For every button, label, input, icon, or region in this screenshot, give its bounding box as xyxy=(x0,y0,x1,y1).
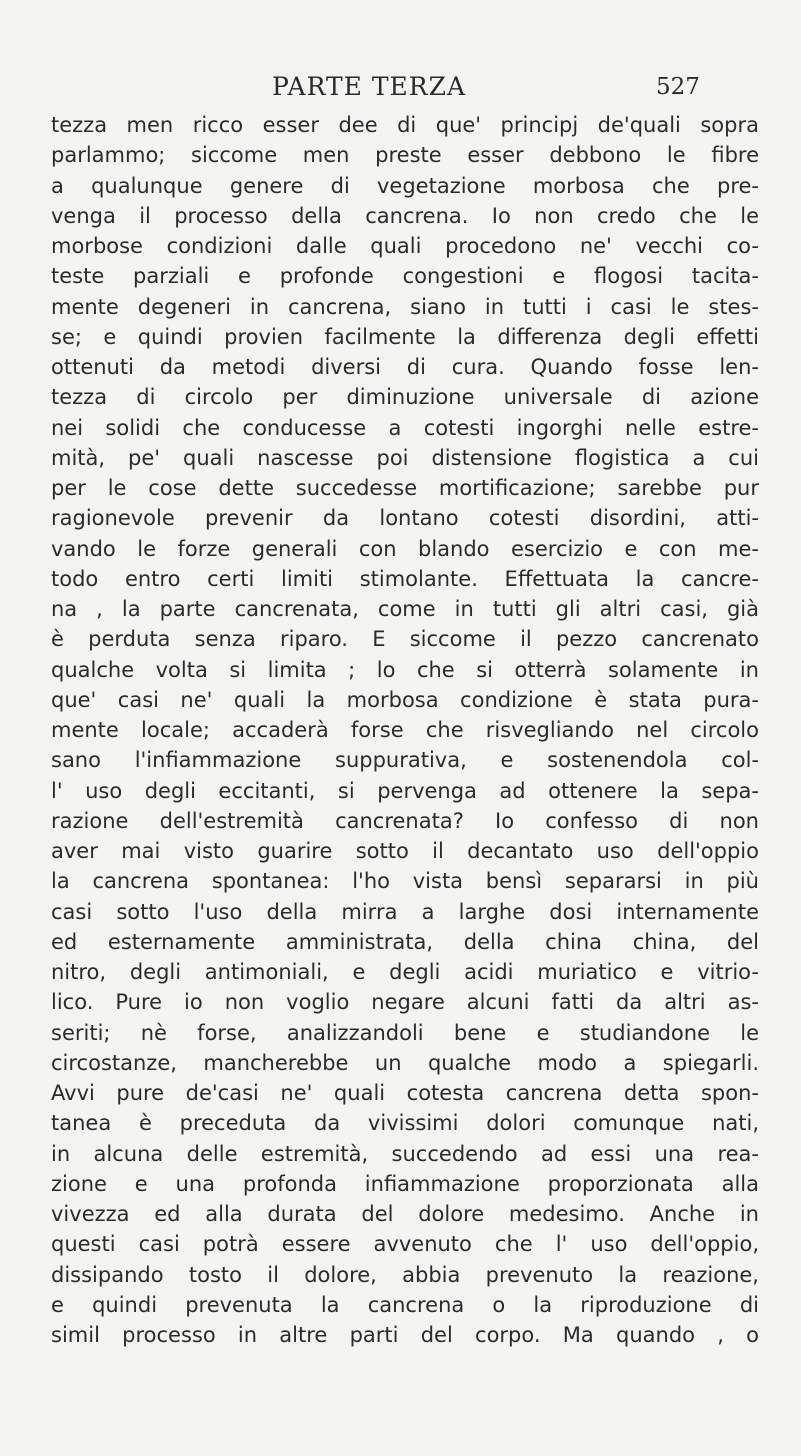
body-text xyxy=(51,110,759,1350)
page-number: 527 xyxy=(656,74,700,100)
text-line: casi sotto l'uso della mirra a larghe dosi internamente xyxy=(51,899,759,924)
text-line: razione dell'estremità cancrenata? Io confesso di non xyxy=(51,808,759,833)
text-line: tezza men ricco esser dee di que' principj de'quali sopra xyxy=(51,113,759,137)
text-line: na , la parte cancrenata, come in tutti gli altri casi, già xyxy=(51,597,759,621)
text-line: venga il processo della cancrena. Io non credo che le xyxy=(51,203,759,228)
text-line: simil processo in altre parti del corpo. Ma quando , o xyxy=(51,1323,759,1347)
text-line: Avvi pure de'casi ne' quali cotesta cancrena detta spon- xyxy=(51,1081,759,1105)
text-line: zione e una profonda infiammazione proporzionata alla xyxy=(51,1171,759,1196)
text-line: per le cose dette succedesse mortificazione; sarebbe pur xyxy=(51,476,759,500)
text-line: sano l'infiammazione suppurativa, e sostenendola col- xyxy=(51,748,759,773)
text-line: e quindi prevenuta la cancrena o la riproduzione di xyxy=(51,1292,759,1317)
text-line: que' casi ne' quali la morbosa condizione è stata pura- xyxy=(51,687,759,712)
text-line: parlammo; siccome men preste esser debbono le fibre xyxy=(51,143,759,168)
text-line: todo entro certi limiti stimolante. Effettuata la cancre- xyxy=(51,566,759,591)
text-line: qualche volta si limita ; lo che si otterrà solamente in xyxy=(51,657,759,682)
text-line: seriti; nè forse, analizzandoli bene e studiandone le xyxy=(51,1020,759,1045)
text-line: ottenuti da metodi diversi di cura. Quando fosse len- xyxy=(51,355,759,379)
text-line: a qualunque genere di vegetazione morbosa che pre- xyxy=(51,173,759,198)
text-line: teste parziali e profonde congestioni e flogosi tacita- xyxy=(51,264,759,289)
running-head xyxy=(0,72,801,106)
text-line: in alcuna delle estremità, succedendo ad essi una rea- xyxy=(51,1141,759,1166)
text-line: mità, pe' quali nascesse poi distensione flogistica a cui xyxy=(51,445,759,470)
text-line: dissipando tosto il dolore, abbia prevenuto la reazione, xyxy=(51,1262,759,1287)
text-line: ed esternamente amministrata, della china china, del xyxy=(51,929,759,954)
text-line: l' uso degli eccitanti, si pervenga ad ottenere la sepa- xyxy=(51,778,759,803)
text-line: mente locale; accaderà forse che risvegliando nel circolo xyxy=(51,718,759,742)
text-line: ragionevole prevenir da lontano cotesti disordini, atti- xyxy=(51,506,759,531)
text-line: è perduta senza riparo. E siccome il pezzo cancrenato xyxy=(51,627,759,652)
running-title: PARTE TERZA xyxy=(272,72,467,101)
text-line: questi casi potrà essere avvenuto che l' uso dell'oppio, xyxy=(51,1232,759,1257)
text-line: circostanze, mancherebbe un qualche modo a spiegarli. xyxy=(51,1050,759,1075)
text-line: vando le forze generali con blando esercizio e con me- xyxy=(51,536,759,561)
text-line: lico. Pure io non voglio negare alcuni fatti da altri as- xyxy=(51,990,759,1015)
text-line: la cancrena spontanea: l'ho vista bensì separarsi in più xyxy=(51,869,759,894)
text-line: morbose condizioni dalle quali procedono ne' vecchi co- xyxy=(51,234,759,258)
text-line: vivezza ed alla durata del dolore medesimo. Anche in xyxy=(51,1202,759,1226)
text-line: nei solidi che conducesse a cotesti ingorghi nelle estre- xyxy=(51,415,759,440)
text-line: se; e quindi provien facilmente la differenza degli effetti xyxy=(51,324,759,349)
text-line: mente degeneri in cancrena, siano in tutti i casi le stes- xyxy=(51,294,759,319)
text-line: nitro, degli antimoniali, e degli acidi muriatico e vitrio- xyxy=(51,960,759,984)
text-line: tezza di circolo per diminuzione universale di azione xyxy=(51,385,759,410)
text-line: aver mai visto guarire sotto il decantato uso dell'oppio xyxy=(51,839,759,863)
text-line: tanea è preceduta da vivissimi dolori comunque nati, xyxy=(51,1111,759,1136)
